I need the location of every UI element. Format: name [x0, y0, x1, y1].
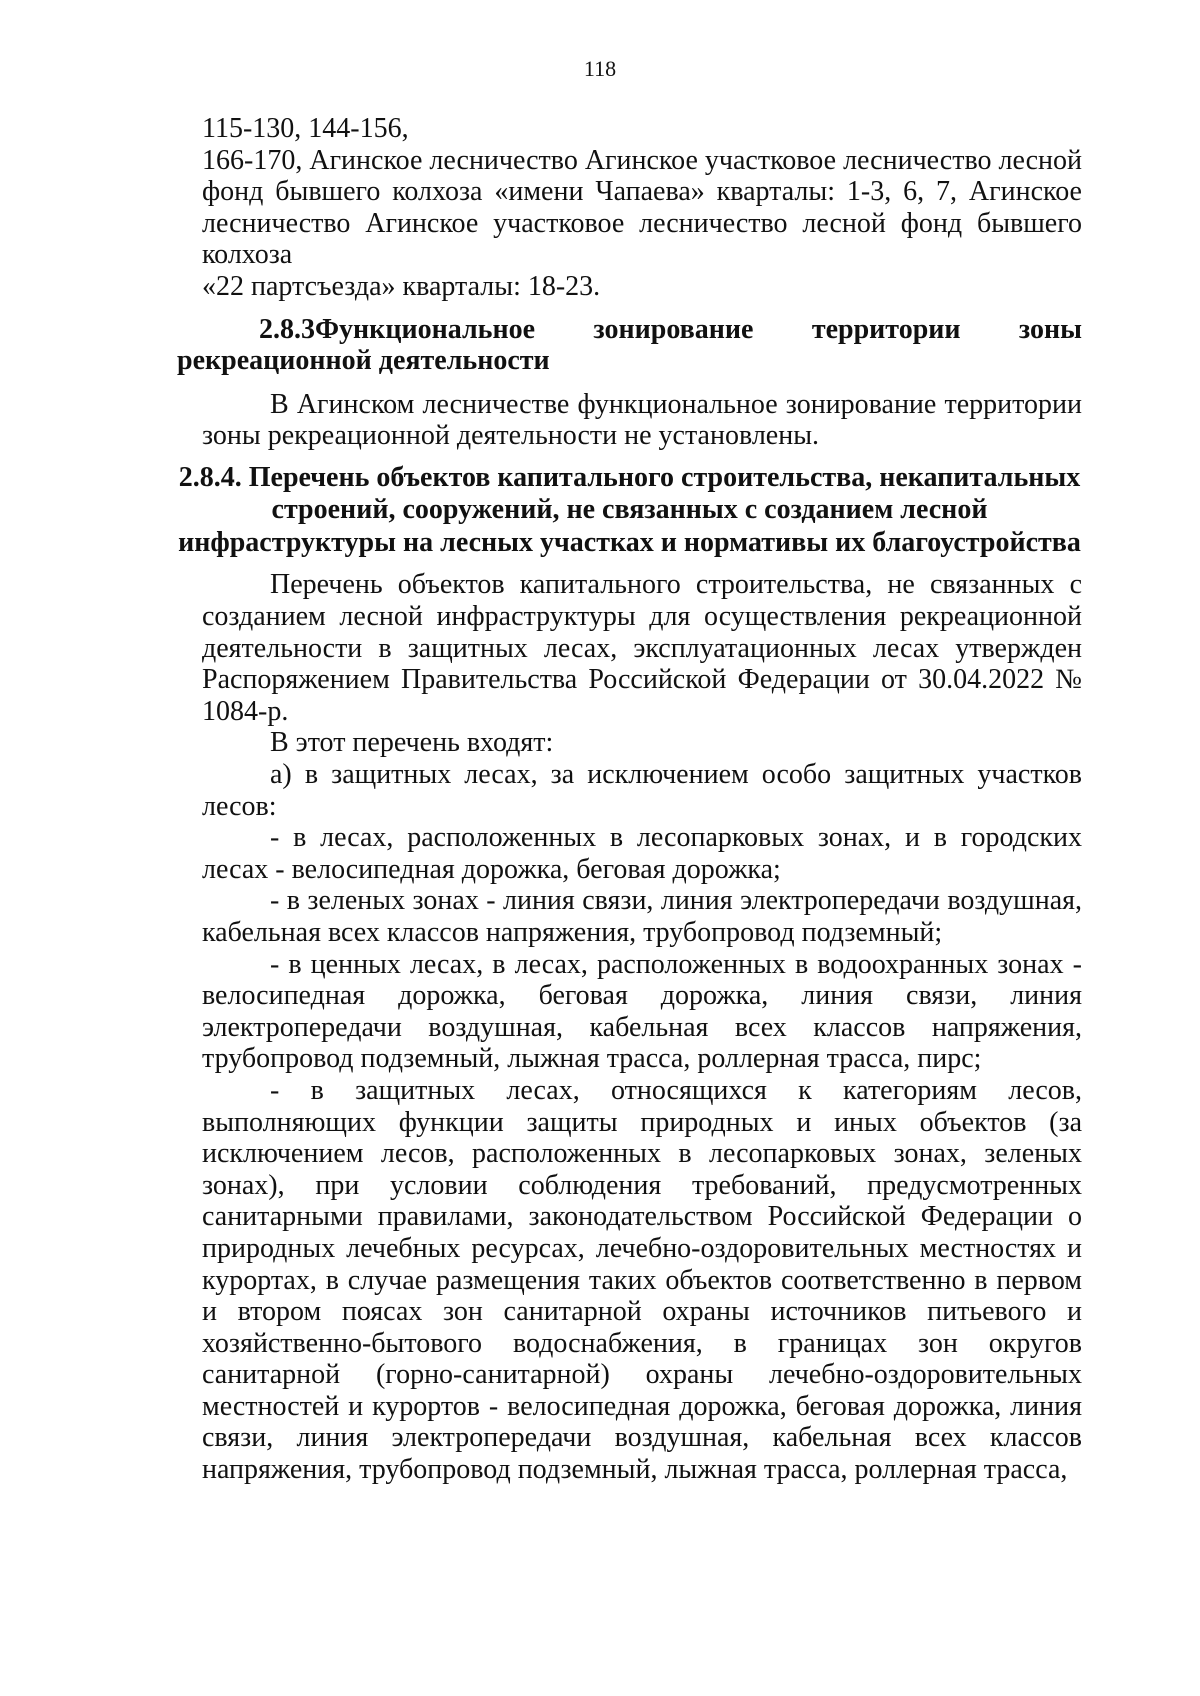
section-2-8-4-heading [177, 462, 1082, 560]
section-2-8-3-heading [177, 314, 1082, 377]
section-2-8-3-text: В Агинском лесничестве функциональное зонирование территории зоны рекреационной деятельности не установлены. [202, 388, 1082, 452]
section-2-8-3-word-2: зонирование [593, 313, 754, 345]
section-2-8-4-heading-line-1: 2.8.4. Перечень объектов капитального строительства, некапитальных [178, 461, 1081, 493]
section-2-8-3-heading-line-2: рекреационной деятельности [177, 345, 550, 377]
section-2-8-4-paragraph-1: Перечень объектов капитального строительства, не связанных с созданием лесной инфраструктуры для осуществления рекреационной деятельности в защитных лесах, эксплуатационных лесах утвержден Распоряжением Правительства Российской Федерации от 30.04.2022 № 1084-р. [202, 569, 1082, 727]
section-2-8-3-number-and-word [259, 314, 535, 346]
section-2-8-4-heading-line-3: инфраструктуры на лесных участках и нормативы их благоустройства [178, 526, 1081, 558]
intro-paragraph: 166-170, Агинское лесничество Агинское участковое лесничество лесной фонд бывшего колхоза «имени Чапаева» кварталы: 1-3, 6, 7, Агинское лесничество Агинское участковое лесничество лесной фонд бывшего колхоза [202, 144, 1082, 271]
section-2-8-4-paragraph-7: - в защитных лесах, относящихся к категориям лесов, выполняющих функции защиты природных и иных объектов (за исключением лесов, расположенных в лесопарковых зонах, зеленых зонах), при условии соблюдения требований, предусмотренных санитарными правилами, законодательством Российской Федерации о природных лечебных ресурсах, лечебно-оздоровительных местностях и курортах, в случае размещения таких объектов соответственно в первом и втором поясах зон санитарной охраны источников питьевого и хозяйственно-бытового водоснабжения, в границах зон округов санитарной (горно-санитарной) охраны лечебно-оздоровительных местностей и курортов - велосипедная дорожка, беговая дорожка, линия связи, линия электропередачи воздушная, кабельная всех классов напряжения, трубопровод подземный, лыжная трасса, роллерная трасса, [202, 1074, 1082, 1486]
section-2-8-3-word-4: зоны [1018, 313, 1082, 345]
section-2-8-3-word-1: Функциональное [315, 313, 536, 345]
section-2-8-4-paragraph-2: В этот перечень входят: [270, 727, 554, 759]
section-2-8-4-heading-line-2: строений, сооружений, не связанных с созданием лесной [271, 494, 988, 526]
section-2-8-4-paragraph-5: - в зеленых зонах - линия связи, линия электропередачи воздушная, кабельная всех классов напряжения, трубопровод подземный; [202, 885, 1082, 948]
document-body [177, 113, 1082, 1486]
page-number: 118 [583, 56, 617, 81]
intro-last-line: «22 партсъезда» кварталы: 18-23. [202, 270, 601, 302]
section-2-8-4-paragraph-4: - в лесах, расположенных в лесопарковых зонах, и в городских лесах - велосипедная дорожка, беговая дорожка; [202, 822, 1082, 885]
section-2-8-3-heading-row [177, 314, 1082, 346]
section-2-8-4-paragraph-3: а) в защитных лесах, за исключением особо защитных участков лесов: [202, 759, 1082, 822]
section-2-8-3-word-3: территории [811, 313, 961, 345]
intro-line-1: 115-130, 144-156, [202, 113, 409, 144]
section-2-8-3-number: 2.8.3 [259, 313, 315, 345]
section-2-8-4-paragraph-6: - в ценных лесах, в лесах, расположенных в водоохранных зонах - велосипедная дорожка, беговая дорожка, линия связи, линия электропередачи воздушная, кабельная всех классов напряжения, трубопровод подземный, лыжная трасса, роллерная трасса, пирс; [202, 948, 1082, 1075]
